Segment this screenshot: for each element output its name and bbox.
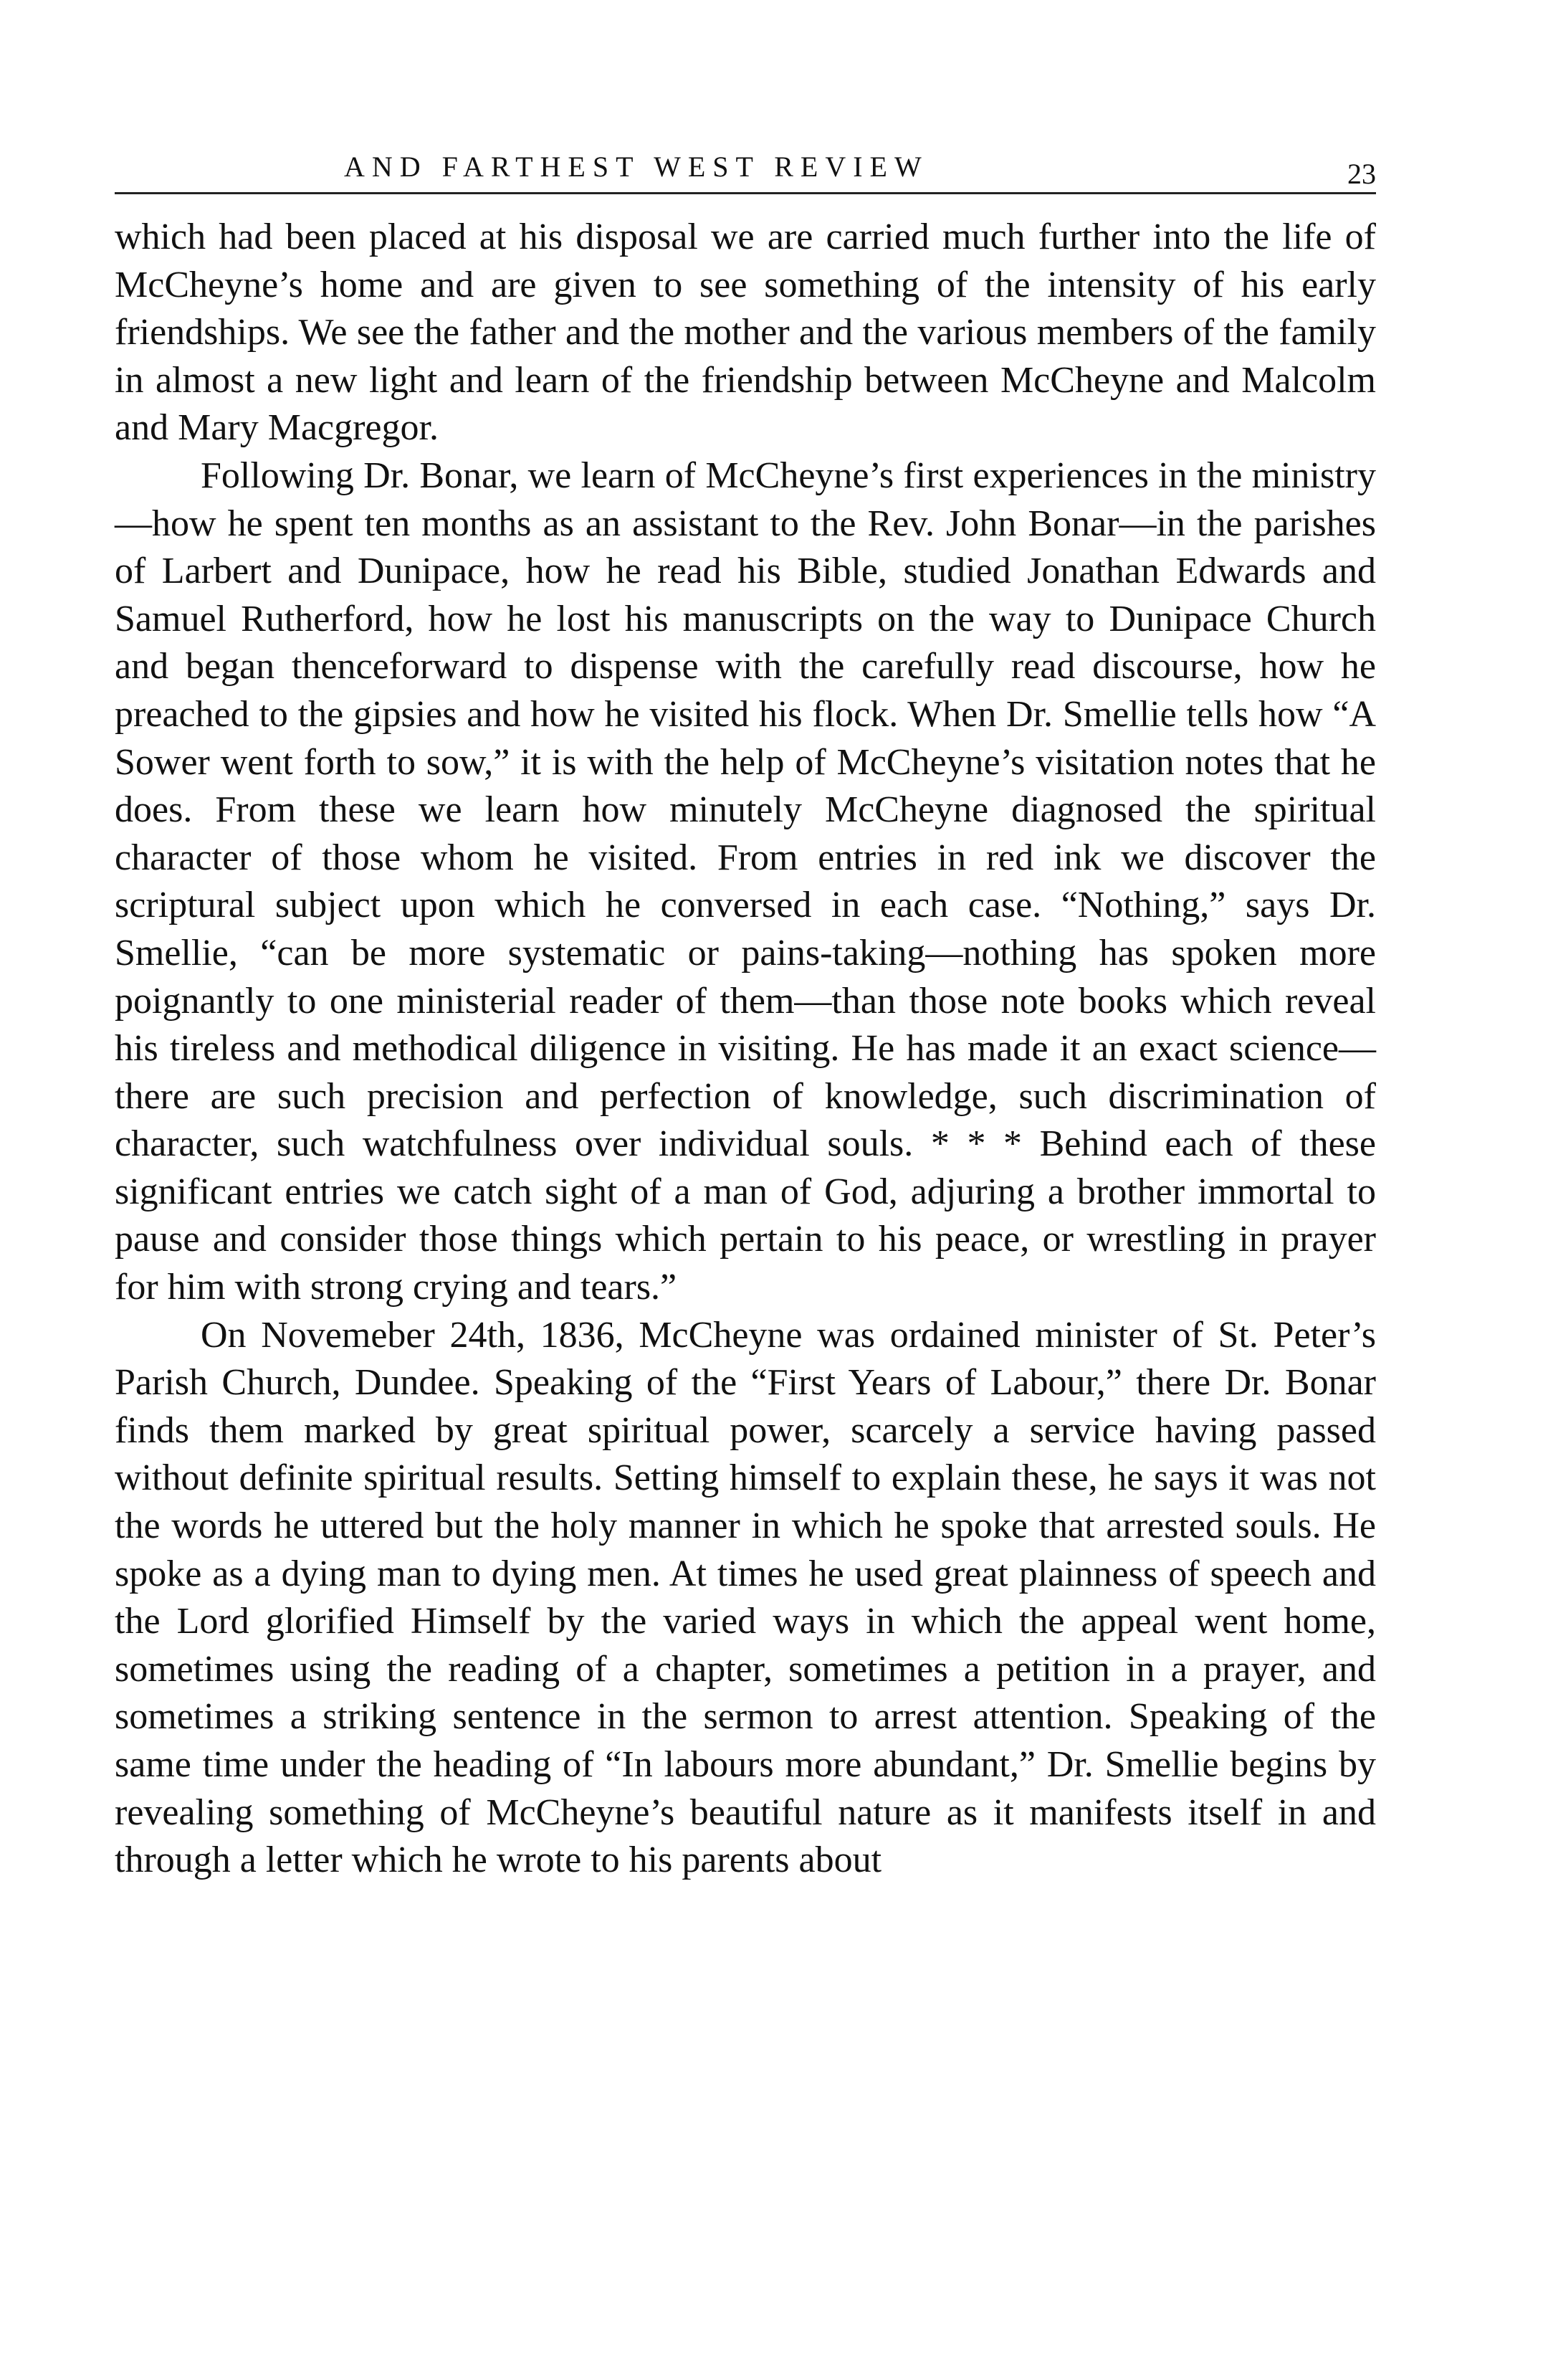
page-number: 23: [1347, 158, 1376, 190]
paragraph: which had been placed at his disposal we are carried much further into the life of McCheyne’s home and are given to see something of the intensity of his early friendships. We see the father and the mother and the various members of the family in almost a new light and learn of the friendship between McCheyne and Malcolm and Mary Macgregor.: [115, 216, 1376, 449]
running-head: [115, 147, 1376, 190]
body-text: [115, 214, 1376, 1885]
paragraph: Following Dr. Bonar, we learn of McCheyne’s first experiences in the ministry—how he spent ten months as an assistant to the Rev. John Bonar—in the parishes of Larbert and Dunipace, how he read his Bible, studied Jonathan Edwards and Samuel Rutherford, how he lost his manuscripts on the way to Dunipace Church and began thenceforward to dispense with the carefully read discourse, how he preached to the gipsies and how he visited his flock. When Dr. Smellie tells how “A Sower went forth to sow,” it is with the help of McCheyne’s visitation notes that he does. From these we learn how minutely McCheyne diagnosed the spiritual character of those whom he visited. From entries in red ink we discover the scriptural subject upon which he conversed in each case. “Nothing,” says Dr. Smellie, “can be more systematic or pains-taking—nothing has spoken more poignantly to one ministerial reader of them—than those note books which reveal his tireless and methodical diligence in visiting. He has made it an exact science—there are such precision and perfection of knowledge, such discrimination of character, such watchfulness over individual souls. * * * Behind each of these significant entries we catch sight of a man of God, adjuring a brother immortal to pause and consider those things which pertain to his peace, or wrestling in prayer for him with strong crying and tears.”: [115, 454, 1376, 1308]
running-title: AND FARTHEST WEST REVIEW: [344, 151, 929, 183]
header-rule: [115, 192, 1376, 194]
paragraph: On Novemeber 24th, 1836, McCheyne was ordained minister of St. Peter’s Parish Church, Dundee. Speaking of the “First Years of Labour,” there Dr. Bonar finds them marked by great spiritual power, scarcely a service having passed without definite spiritual results. Setting himself to explain these, he says it was not the words he uttered but the holy manner in which he spoke that arrested souls. He spoke as a dying man to dying men. At times he used great plainness of speech and the Lord glorified Himself by the varied ways in which the appeal went home, sometimes using the reading of a chapter, sometimes a petition in a prayer, and sometimes a striking sentence in the sermon to arrest attention. Speaking of the same time under the heading of “In labours more abundant,” Dr. Smellie begins by revealing something of McCheyne’s beautiful nature as it manifests itself in and through a letter which he wrote to his parents about: [115, 1314, 1376, 1881]
